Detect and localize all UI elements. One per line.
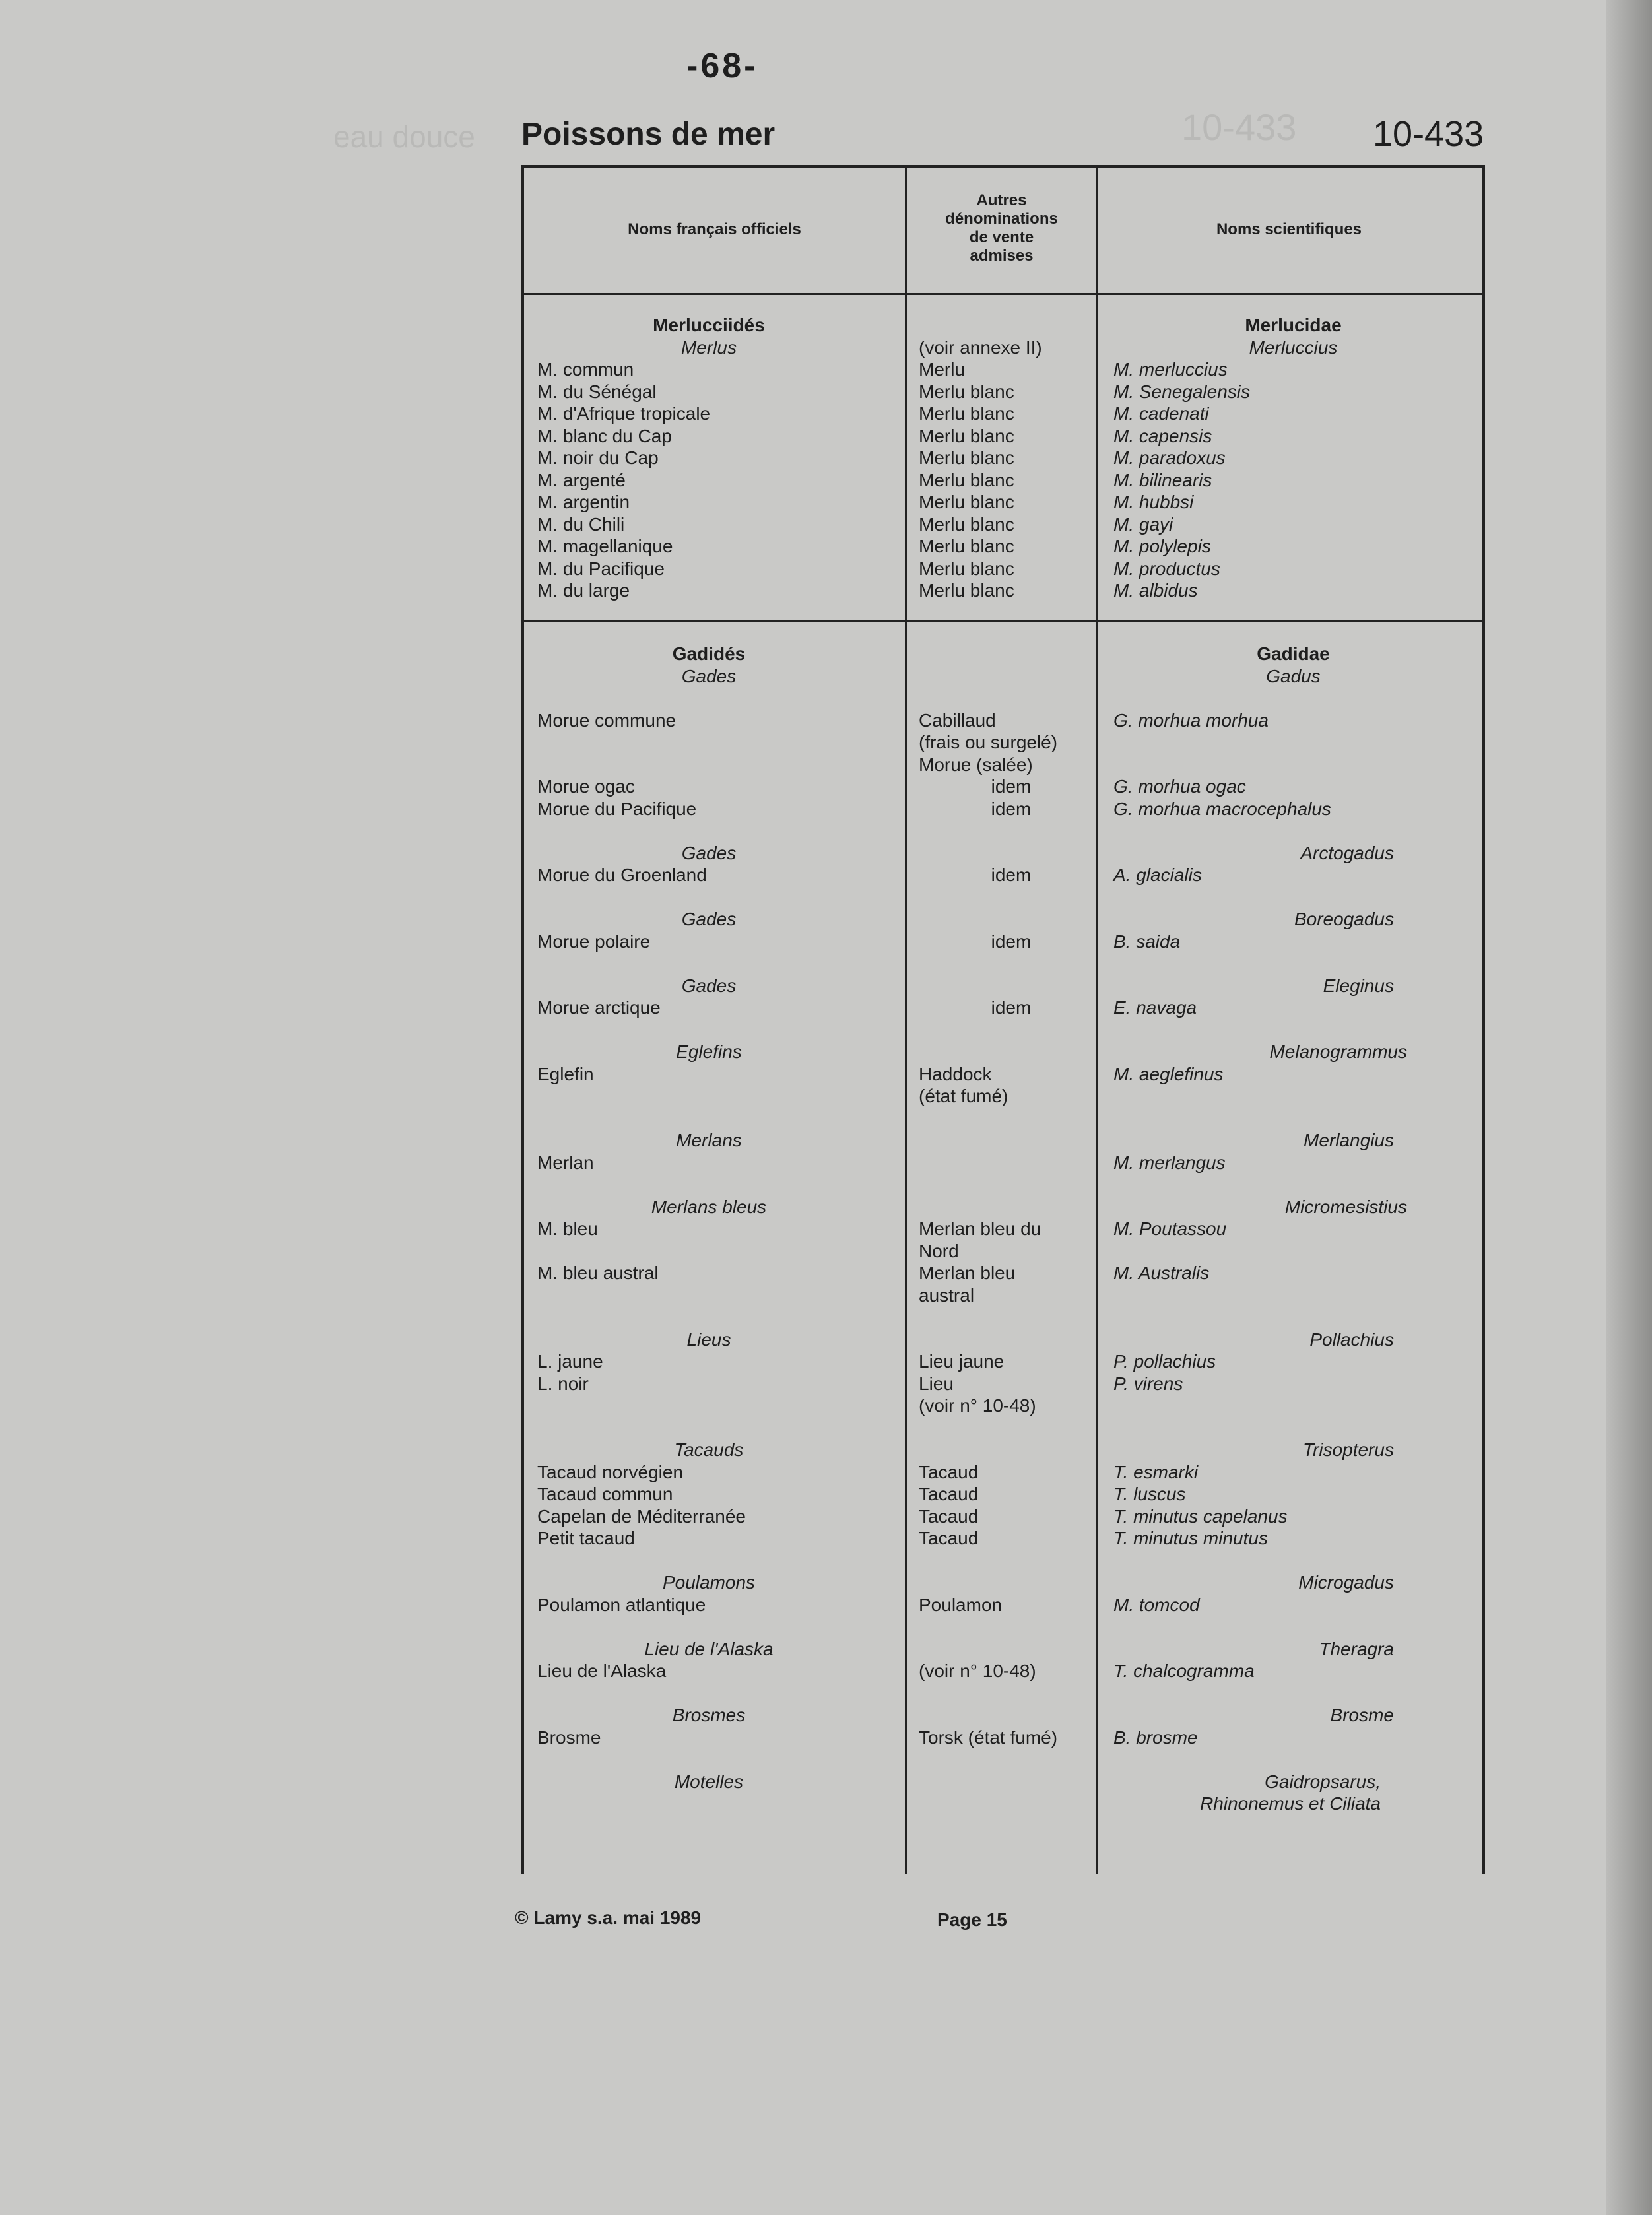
species-french: Morue du Groenland: [537, 865, 707, 885]
species-scientific: B. saida: [1113, 931, 1181, 952]
species-scientific: M. polylepis: [1113, 536, 1211, 556]
species-french: Brosme: [537, 1727, 601, 1748]
other-name: (état fumé): [919, 1086, 1008, 1106]
species-french: M. du Chili: [537, 513, 625, 535]
genus-heading: Poulamons: [662, 1572, 756, 1593]
species-scientific: M. merluccius: [1113, 359, 1228, 380]
gadides-other-column: [919, 643, 1104, 1748]
species-french: M. d'Afrique tropicale: [537, 403, 711, 424]
genus-heading: Gades: [681, 665, 737, 686]
other-name: (voir n° 10-48): [919, 1395, 1036, 1416]
genus-heading-scientific: Rhinonemus et Ciliata: [1200, 1793, 1381, 1814]
species-scientific: M. paradoxus: [1113, 447, 1226, 468]
species-french: M. commun: [537, 359, 634, 380]
genus-heading-scientific: Micromesistius: [1284, 1196, 1407, 1217]
other-name: idem: [991, 865, 1032, 885]
other-name: Lieu jaune: [919, 1351, 1005, 1372]
genus-heading: Brosmes: [672, 1705, 746, 1725]
genus-heading-scientific: Gaidropsarus,: [1265, 1771, 1381, 1792]
species-scientific: M. productus: [1113, 558, 1220, 579]
genus-heading-scientific: Merluccius: [1249, 337, 1338, 358]
genus-heading: Gades: [681, 909, 737, 929]
species-scientific: M. Australis: [1113, 1263, 1210, 1283]
footer-copyright: © Lamy s.a. mai 1989: [515, 1907, 702, 1928]
species-scientific: G. morhua ogac: [1113, 776, 1246, 797]
other-name: idem: [991, 997, 1032, 1018]
species-scientific: B. brosme: [1113, 1727, 1198, 1748]
genus-heading: Merlans: [676, 1130, 742, 1150]
gadides-french-column: [537, 643, 880, 1793]
species-scientific: T. minutus capelanus: [1113, 1505, 1288, 1527]
species-scientific: M. hubbsi: [1113, 492, 1194, 512]
genus-heading: Gades: [681, 975, 737, 996]
other-name: Tacaud: [919, 1505, 979, 1527]
species-french: M. bleu austral: [537, 1263, 659, 1283]
species-scientific: M. cadenati: [1113, 403, 1209, 424]
species-french: M. du large: [537, 580, 630, 601]
other-name: Merlu blanc: [919, 580, 1014, 601]
species-french: M. noir du Cap: [537, 447, 659, 468]
genus-heading: Tacauds: [674, 1439, 744, 1460]
genus-heading: Motelles: [674, 1771, 744, 1792]
other-name: idem: [991, 798, 1032, 819]
species-french: Morue commune: [537, 710, 677, 731]
species-french: L. noir: [537, 1373, 589, 1394]
header-scientific-names: Noms scientifiques: [1216, 220, 1362, 238]
species-french: M. du Pacifique: [537, 558, 665, 579]
other-name: Merlu blanc: [919, 425, 1014, 446]
genus-heading-scientific: Trisopterus: [1303, 1439, 1394, 1460]
section-divider: [524, 620, 1482, 622]
family-heading-scientific: Merlucidae: [1245, 315, 1342, 335]
other-name: (voir annexe II): [919, 337, 1042, 358]
genus-heading: Lieus: [686, 1329, 731, 1350]
species-scientific: G. morhua macrocephalus: [1113, 798, 1331, 819]
family-heading: Gadidés: [672, 644, 746, 664]
other-name: Tacaud: [919, 1484, 979, 1504]
other-name: Tacaud: [919, 1461, 979, 1482]
species-french: Lieu de l'Alaska: [537, 1661, 667, 1681]
species-scientific: T. chalcogramma: [1113, 1661, 1255, 1681]
gadides-scientific-column: [1113, 643, 1473, 1815]
species-scientific: M. albidus: [1113, 580, 1198, 601]
merlu-french-column: [537, 314, 880, 602]
species-scientific: M. capensis: [1113, 425, 1212, 446]
genus-heading-scientific: Gadus: [1266, 665, 1321, 686]
genus-heading-scientific: Pollachius: [1309, 1329, 1394, 1350]
other-name: idem: [991, 931, 1032, 952]
species-french: Morue ogac: [537, 776, 635, 797]
other-name: Merlu blanc: [919, 513, 1014, 535]
species-french: Capelan de Méditerranée: [537, 1505, 746, 1527]
species-scientific: E. navaga: [1113, 997, 1197, 1018]
species-scientific: M. merlangus: [1113, 1152, 1226, 1173]
species-french: Eglefin: [537, 1063, 594, 1084]
other-name: Haddock: [919, 1063, 992, 1084]
species-french: Morue du Pacifique: [537, 798, 697, 819]
other-name: Merlu blanc: [919, 469, 1014, 490]
species-scientific: M. bilinearis: [1113, 469, 1212, 490]
genus-heading-scientific: Brosme: [1330, 1705, 1394, 1725]
bleed-through-code: 10-433: [1181, 106, 1297, 148]
footer-page-number: Page 15: [937, 1909, 1007, 1930]
species-french: L. jaune: [537, 1351, 603, 1372]
other-name: Merlu blanc: [919, 447, 1014, 468]
species-french: Morue polaire: [537, 931, 651, 952]
family-heading: Merlucciidés: [653, 315, 765, 335]
other-name: Lieu: [919, 1373, 954, 1394]
genus-heading-scientific: Melanogrammus: [1269, 1041, 1407, 1062]
species-french: M. magellanique: [537, 536, 673, 556]
other-name: Cabillaud: [919, 710, 996, 731]
other-name: idem: [991, 776, 1032, 797]
header-other-names: Autres dénominations de vente admises: [945, 191, 1058, 265]
other-name: Merlu blanc: [919, 403, 1014, 424]
species-scientific: P. pollachius: [1113, 1351, 1216, 1372]
header-french-names: Noms français officiels: [628, 220, 801, 238]
genus-heading-scientific: Merlangius: [1304, 1130, 1394, 1150]
section-title: Poissons de mer: [521, 117, 776, 152]
species-french: M. argenté: [537, 469, 626, 490]
species-table: [521, 165, 1485, 1874]
species-french: Poulamon atlantique: [537, 1594, 706, 1615]
species-scientific: T. esmarki: [1113, 1461, 1199, 1482]
genus-heading: Eglefins: [676, 1041, 742, 1062]
species-scientific: A. glacialis: [1113, 865, 1202, 885]
species-french: M. du Sénégal: [537, 381, 657, 402]
genus-heading: Merlus: [680, 337, 737, 358]
merlu-scientific-column: [1113, 314, 1473, 602]
species-french: M. blanc du Cap: [537, 425, 672, 446]
genus-heading-scientific: Boreogadus: [1294, 909, 1394, 929]
merlu-other-column: [919, 337, 1104, 602]
genus-heading-scientific: Arctogadus: [1300, 842, 1394, 863]
species-french: M. bleu: [537, 1218, 598, 1239]
species-scientific: M. Poutassou: [1113, 1218, 1227, 1239]
other-name: Merlan bleu du: [919, 1218, 1041, 1239]
page-number: -68-: [686, 47, 758, 85]
species-french: Merlan: [537, 1152, 594, 1173]
other-name: Tacaud: [919, 1528, 979, 1548]
header-divider: [524, 293, 1482, 295]
other-name: Merlu: [919, 359, 966, 380]
other-name: Merlu blanc: [919, 492, 1014, 512]
other-name: Merlu blanc: [919, 536, 1014, 556]
genus-heading-scientific: Microgadus: [1298, 1572, 1394, 1593]
genus-heading: Merlans bleus: [651, 1196, 767, 1217]
other-name: austral: [919, 1284, 975, 1306]
species-scientific: M. gayi: [1113, 513, 1173, 535]
document-code: 10-433: [1373, 114, 1484, 154]
species-scientific: P. virens: [1113, 1373, 1183, 1394]
other-name: Merlu blanc: [919, 558, 1014, 579]
species-french: M. argentin: [537, 492, 630, 512]
family-heading-scientific: Gadidae: [1257, 644, 1330, 664]
other-name: Torsk (état fumé): [919, 1727, 1058, 1748]
other-name: Nord: [919, 1240, 959, 1261]
other-name: Poulamon: [919, 1594, 1003, 1615]
other-name: Morue (salée): [919, 754, 1033, 775]
page-edge-shadow: [1606, 0, 1652, 2215]
species-scientific: T. minutus minutus: [1113, 1528, 1268, 1548]
other-name: Merlu blanc: [919, 381, 1014, 402]
species-french: Petit tacaud: [537, 1528, 635, 1548]
genus-heading-scientific: Theragra: [1319, 1638, 1394, 1659]
column-divider: [905, 168, 907, 1874]
species-scientific: G. morhua morhua: [1113, 710, 1269, 731]
species-scientific: T. luscus: [1113, 1484, 1186, 1504]
species-french: Tacaud norvégien: [537, 1461, 684, 1482]
species-french: Tacaud commun: [537, 1484, 673, 1504]
genus-heading-scientific: Eleginus: [1323, 975, 1394, 996]
genus-heading: Lieu de l'Alaska: [644, 1638, 774, 1659]
other-name: (frais ou surgelé): [919, 732, 1058, 752]
other-name: (voir n° 10-48): [919, 1661, 1036, 1681]
species-scientific: M. tomcod: [1113, 1594, 1200, 1615]
genus-heading: Gades: [681, 842, 737, 863]
species-scientific: M. aeglefinus: [1113, 1063, 1224, 1084]
species-scientific: M. Senegalensis: [1113, 381, 1251, 402]
bleed-through-text: eau douce: [333, 119, 475, 154]
species-french: Morue arctique: [537, 997, 661, 1018]
other-name: Merlan bleu: [919, 1263, 1016, 1283]
